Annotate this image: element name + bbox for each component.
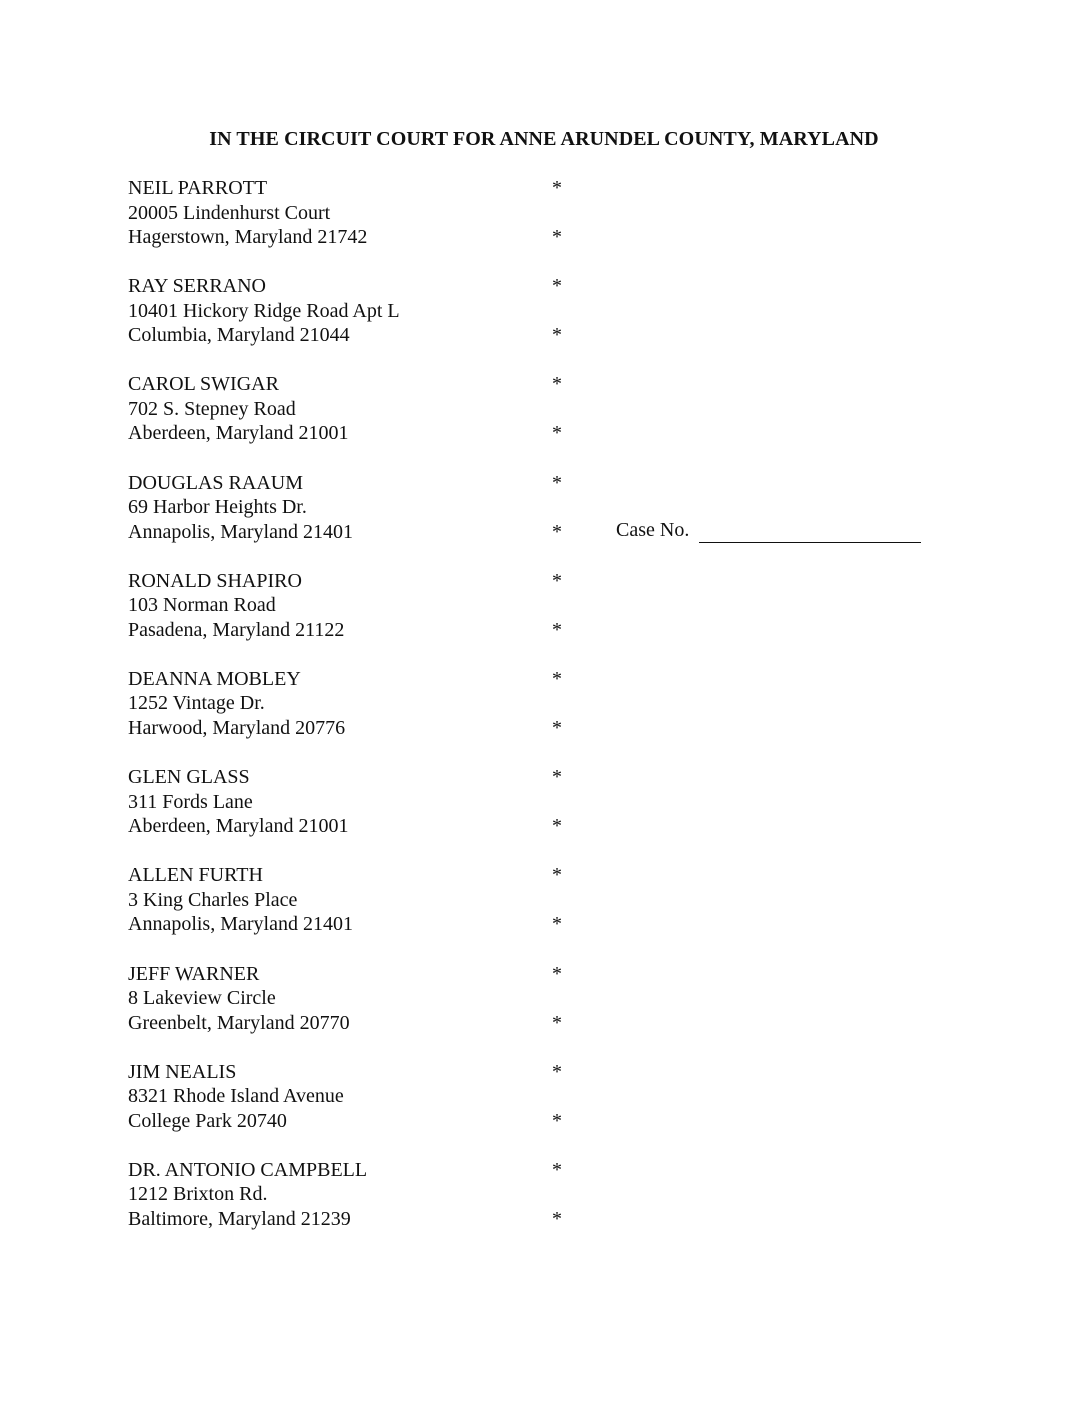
case-number-blank-line: [699, 524, 921, 543]
party-entry: [128, 176, 728, 274]
party-list: [128, 176, 728, 1256]
party-entry: [128, 1060, 728, 1158]
party-city: Annapolis, Maryland 21401: [128, 520, 353, 543]
party-entry: [128, 765, 728, 863]
party-city: Greenbelt, Maryland 20770: [128, 1011, 350, 1034]
party-street: 311 Fords Lane: [128, 790, 253, 813]
party-name: CAROL SWIGAR: [128, 373, 279, 396]
party-city: Baltimore, Maryland 21239: [128, 1207, 351, 1230]
party-street: 69 Harbor Heights Dr.: [128, 496, 307, 519]
asterisk-separator: *: [552, 471, 562, 494]
party-street: 8 Lakeview Circle: [128, 987, 276, 1009]
party-city: Pasadena, Maryland 21122: [128, 618, 345, 641]
asterisk-separator: *: [552, 520, 562, 543]
asterisk-separator: *: [552, 373, 562, 396]
party-entry: [128, 962, 728, 1060]
party-name: GLEN GLASS: [128, 766, 250, 789]
party-city: Hagerstown, Maryland 21742: [128, 226, 368, 248]
asterisk-separator: *: [552, 1158, 562, 1181]
party-street: 3 King Charles Place: [128, 888, 298, 911]
case-number-field: [616, 518, 921, 543]
party-street: 1212 Brixton Rd.: [128, 1183, 268, 1206]
party-entry: [128, 569, 728, 667]
party-entry: [128, 667, 728, 765]
party-name: JIM NEALIS: [128, 1060, 237, 1083]
asterisk-separator: *: [552, 716, 562, 739]
asterisk-separator: *: [552, 1060, 562, 1083]
asterisk-separator: *: [552, 1011, 562, 1034]
party-name: DEANNA MOBLEY: [128, 667, 301, 690]
asterisk-separator: *: [552, 1207, 562, 1230]
asterisk-separator: *: [552, 177, 562, 199]
asterisk-separator: *: [552, 913, 562, 936]
party-entry: [128, 372, 728, 470]
party-city: Aberdeen, Maryland 21001: [128, 815, 349, 838]
case-number-label: Case No.: [616, 519, 690, 541]
party-name: JEFF WARNER: [128, 962, 260, 985]
party-street: 20005 Lindenhurst Court: [128, 201, 331, 224]
asterisk-separator: *: [552, 324, 562, 347]
party-name: DOUGLAS RAAUM: [128, 471, 304, 494]
court-title: IN THE CIRCUIT COURT FOR ANNE ARUNDEL COUNTY, MARYLAND: [209, 128, 879, 150]
party-street: 702 S. Stepney Road: [128, 397, 296, 420]
asterisk-separator: *: [552, 618, 562, 641]
party-name: RONALD SHAPIRO: [128, 569, 302, 592]
party-name: ALLEN FURTH: [128, 864, 263, 887]
asterisk-separator: *: [552, 766, 562, 789]
asterisk-separator: *: [552, 1109, 562, 1132]
asterisk-separator: *: [552, 422, 562, 445]
asterisk-separator: *: [552, 569, 562, 592]
party-entry: [128, 1158, 728, 1256]
asterisk-separator: *: [552, 962, 562, 985]
party-city: Harwood, Maryland 20776: [128, 716, 346, 739]
party-entry: [128, 274, 728, 372]
party-name: DR. ANTONIO CAMPBELL: [128, 1158, 368, 1181]
party-city: College Park 20740: [128, 1109, 287, 1132]
party-street: 10401 Hickory Ridge Road Apt L: [128, 299, 400, 322]
party-street: 103 Norman Road: [128, 594, 276, 617]
party-city: Aberdeen, Maryland 21001: [128, 422, 349, 445]
party-entry: [128, 863, 728, 961]
party-name: NEIL PARROTT: [128, 177, 268, 199]
party-name: RAY SERRANO: [128, 275, 266, 298]
asterisk-separator: *: [552, 815, 562, 838]
party-street: 8321 Rhode Island Avenue: [128, 1085, 344, 1108]
asterisk-separator: *: [552, 864, 562, 887]
party-street: 1252 Vintage Dr.: [128, 692, 265, 715]
party-city: Annapolis, Maryland 21401: [128, 913, 353, 936]
asterisk-separator: *: [552, 226, 562, 248]
party-city: Columbia, Maryland 21044: [128, 324, 350, 347]
asterisk-separator: *: [552, 667, 562, 690]
asterisk-separator: *: [552, 275, 562, 298]
